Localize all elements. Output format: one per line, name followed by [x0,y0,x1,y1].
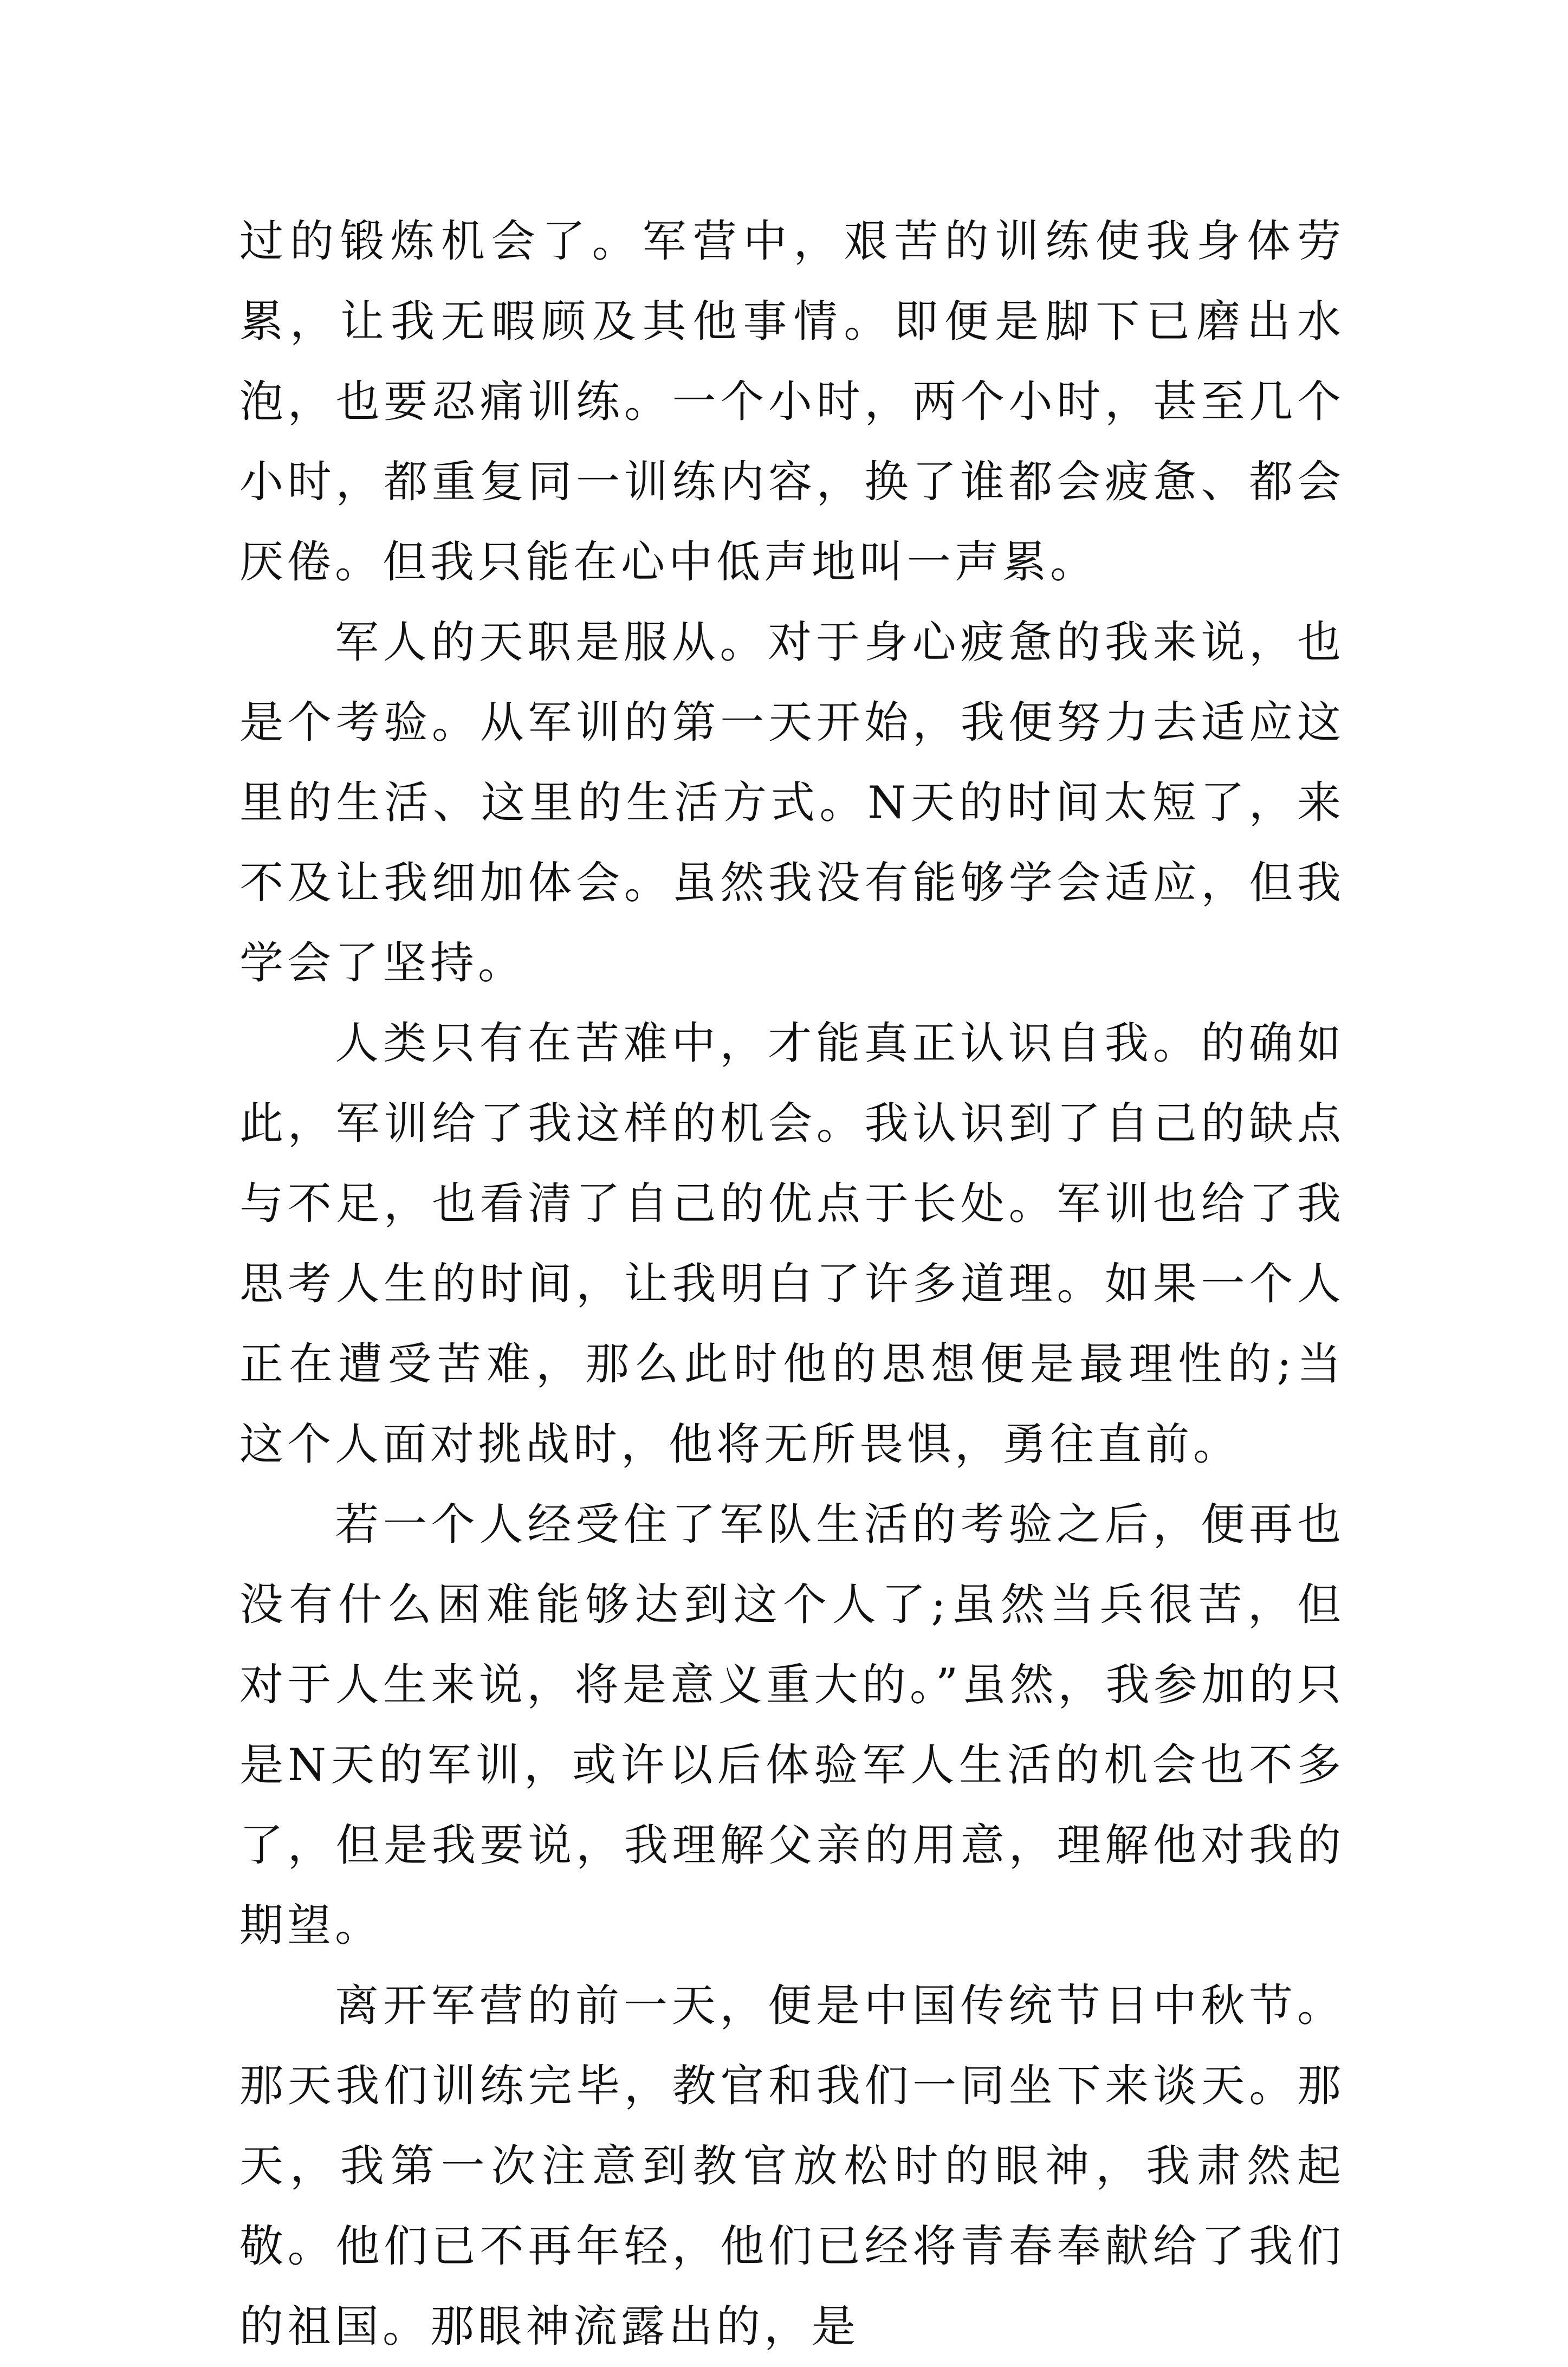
paragraph-1: 过的锻炼机会了。军营中，艰苦的训练使我身体劳累，让我无暇顾及其他事情。即便是脚下已磨出水泡，也要忍痛训练。一个小时，两个小时，甚至几个小时，都重复同一训练内容，换了谁都会疲惫、都会厌倦。但我只能在心中低声地叫一声累。 [239,216,1345,588]
paragraph-2: 军人的天职是服从。对于身心疲惫的我来说，也是个考验。从军训的第一天开始，我便努力去适应这里的生活、这里的生活方式。N天的时间太短了，来不及让我细加体会。虽然我没有能够学会适应，但我学会了坚持。 [239,617,1345,989]
document-body [239,202,1345,2367]
paragraph-3: 人类只有在苦难中，才能真正认识自我。的确如此，军训给了我这样的机会。我认识到了自己的缺点与不足，也看清了自己的优点于长处。军训也给了我思考人生的时间，让我明白了许多道理。如果一个人正在遭受苦难，那么此时他的思想便是最理性的;当这个人面对挑战时，他将无所畏惧，勇往直前。 [239,1018,1345,1470]
paragraph-4: 若一个人经受住了军队生活的考验之后，便再也没有什么困难能够达到这个人了;虽然当兵很苦，但对于人生来说，将是意义重大的。”虽然，我参加的只是N天的军训，或许以后体验军人生活的机会也不多了，但是我要说，我理解父亲的用意，理解他对我的期望。 [239,1499,1345,1951]
paragraph-5: 离开军营的前一天，便是中国传统节日中秋节。那天我们训练完毕，教官和我们一同坐下来谈天。那天，我第一次注意到教官放松时的眼神，我肃然起敬。他们已不再年轻，他们已经将青春奉献给了我们的祖国。那眼神流露出的，是 [239,1981,1345,2352]
